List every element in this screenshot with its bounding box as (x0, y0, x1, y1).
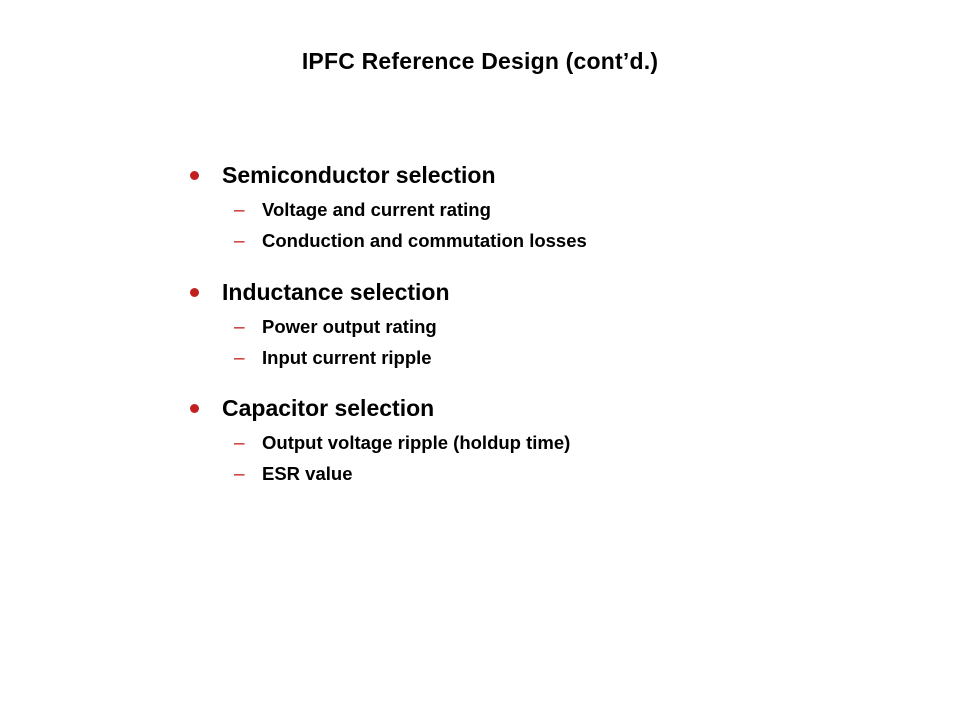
disc-bullet-icon (190, 399, 222, 416)
dash-bullet-icon: – (234, 316, 245, 338)
sub-bullet-item (234, 430, 890, 457)
bullet-group (190, 393, 890, 488)
dash-bullet-icon: – (234, 433, 245, 455)
dash-bullet-icon: – (234, 200, 245, 222)
sub-bullet-item (234, 197, 890, 224)
sub-bullet-label: Output voltage ripple (holdup time) (262, 432, 571, 454)
dash-bullet-icon: – (234, 230, 245, 252)
bullet-label: Inductance selection (222, 278, 450, 305)
sub-bullet-item (234, 228, 890, 255)
bullet-item (190, 393, 890, 424)
sub-bullet-item (234, 314, 890, 341)
sub-bullet-label: Input current ripple (262, 346, 432, 368)
page-title: IPFC Reference Design (cont’d.) (301, 48, 659, 74)
sub-bullet-label: Voltage and current rating (262, 199, 491, 221)
sub-bullet-item (234, 345, 890, 372)
disc-bullet-icon (190, 166, 222, 183)
bullet-label: Capacitor selection (222, 395, 435, 422)
disc-bullet-icon (190, 283, 222, 300)
bullet-item (190, 160, 890, 191)
sub-bullet-label: ESR value (262, 463, 353, 485)
slide-body (190, 160, 890, 510)
bullet-item (190, 277, 890, 308)
bullet-group (190, 160, 890, 255)
dash-bullet-icon: – (234, 347, 245, 369)
sub-bullet-label: Power output rating (262, 315, 437, 337)
dash-bullet-icon: – (234, 464, 245, 486)
sub-bullet-label: Conduction and commutation losses (262, 229, 587, 251)
bullet-label: Semiconductor selection (222, 162, 496, 188)
sub-bullet-item (234, 461, 890, 488)
bullet-group (190, 277, 890, 372)
